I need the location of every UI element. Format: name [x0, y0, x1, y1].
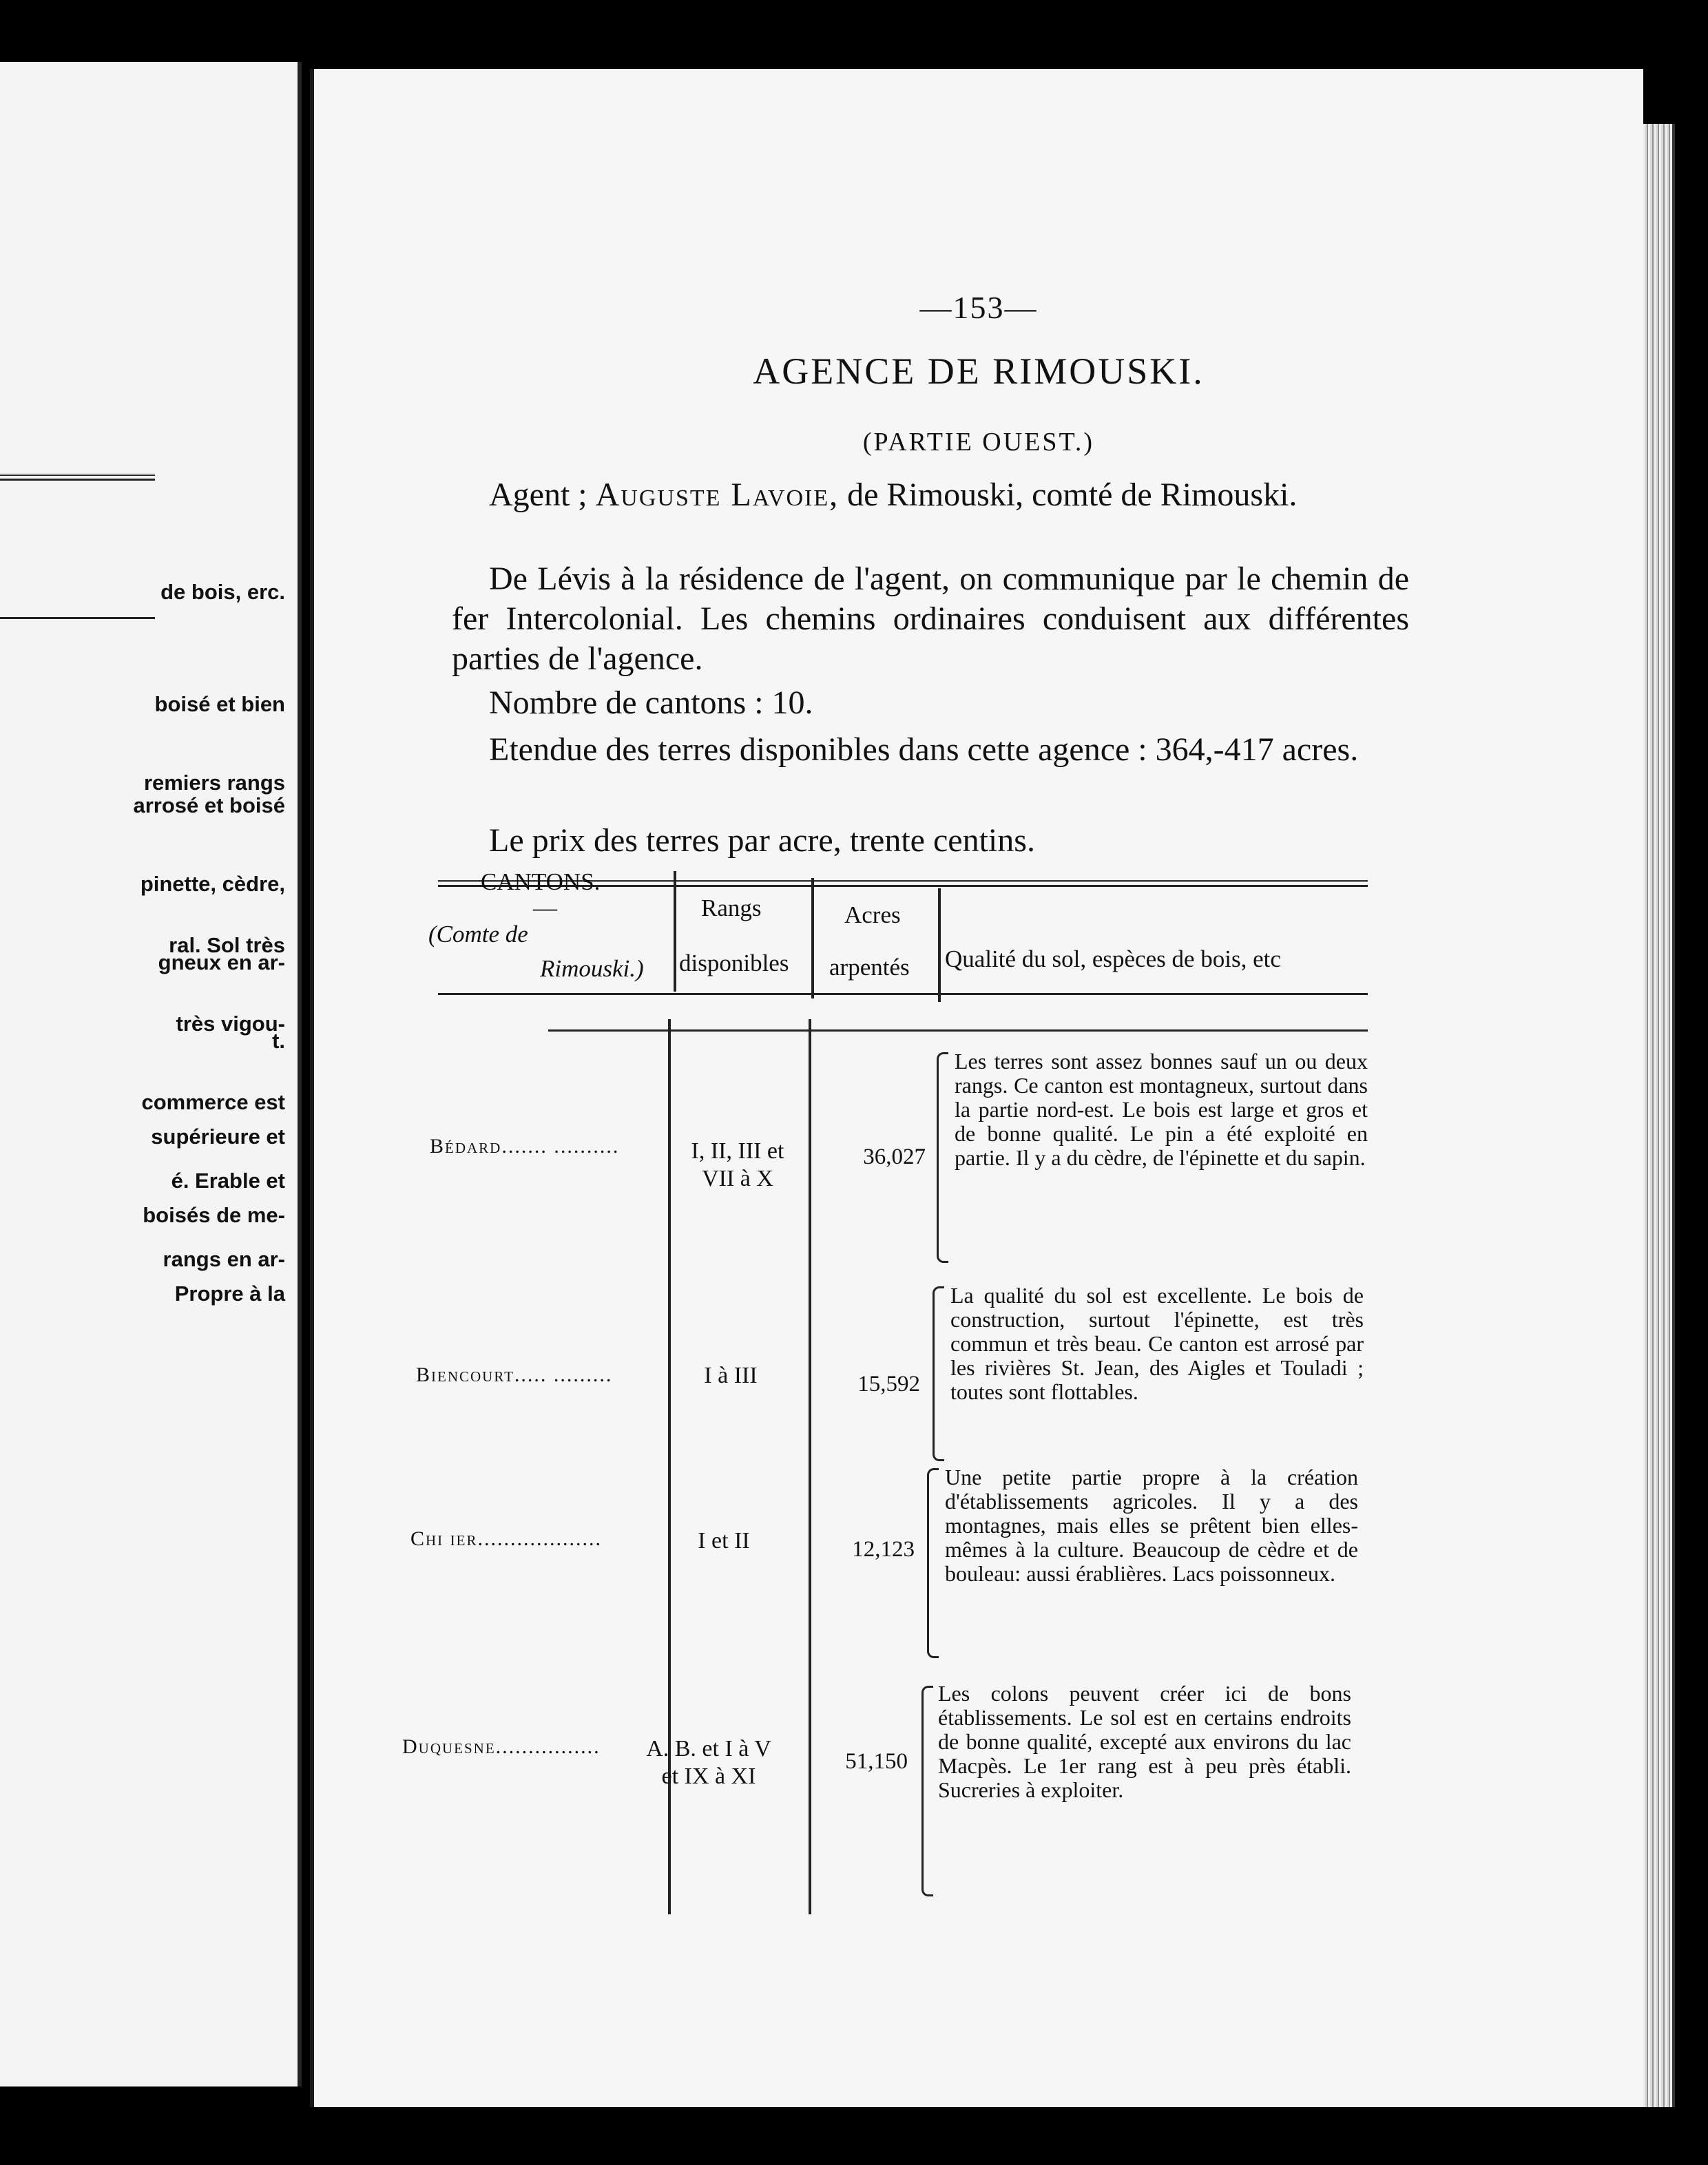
agent-paragraph	[452, 475, 1409, 515]
row-ranges-bedard: I, II, III et VII à X	[691, 1138, 784, 1191]
page-edges	[1639, 124, 1675, 2107]
left-line: de bois, erc.	[160, 580, 285, 604]
row-canton-chi-ier: Chi ier...................	[410, 1527, 602, 1550]
left-line: boisés de me-	[143, 1203, 285, 1227]
header-column-separator	[938, 888, 941, 1002]
header-cantons: CANTONS.	[481, 868, 601, 895]
row-acres-bedard: 36,027	[863, 1144, 926, 1169]
left-line: pinette, cèdre,	[140, 872, 285, 896]
previous-page-fragment	[0, 62, 302, 2086]
header-acres: Acres	[844, 901, 901, 928]
communication-paragraph	[452, 559, 1409, 679]
left-line: remiers rangs	[143, 771, 285, 795]
row-canton-duquesne: Duquesne................	[402, 1735, 601, 1758]
row-canton-biencourt: Biencourt..... .........	[416, 1363, 613, 1386]
brace-chi-ier	[927, 1468, 939, 1658]
row-ranges-chi-ier: I et II	[698, 1528, 750, 1554]
header-ranges: Rangs	[701, 895, 762, 921]
agent-location: de Rimouski, comté de Rimouski.	[847, 477, 1298, 513]
left-line: t.	[272, 1029, 285, 1053]
agent-label: Agent ;	[489, 477, 587, 513]
brace-bedard	[937, 1052, 948, 1263]
row-ranges-biencourt: I à III	[704, 1363, 758, 1388]
header-dash: —	[533, 895, 557, 921]
row-description-chi-ier: Une petite partie propre à la création d'établissements agricoles. Il y a des montagnes, mais elles se prêtent bien elles-mêmes à la culture. Beaucoup de cèdre et de bouleau: aussi érablières. Lacs poissonneux.	[945, 1465, 1358, 1586]
body-column-separator	[809, 1019, 811, 1914]
row-description-biencourt: La qualité du sol est excellente. Le bois de construction, surtout l'épinette, est très commun et très beau. Ce canton est arrosé par les rivières St. Jean, des Aigles et Touladi ; toutes sont flottables.	[950, 1283, 1364, 1404]
header-ranges-available: disponibles	[679, 950, 789, 976]
header-county-name: Rimouski.)	[540, 955, 644, 982]
left-line: rangs en ar-	[163, 1247, 285, 1271]
brace-biencourt	[933, 1286, 944, 1461]
left-line: arrosé et boisé	[133, 793, 285, 817]
row-ranges-duquesne: A. B. et I à V et IX à XI	[646, 1736, 771, 1789]
left-line: très vigou-	[176, 1012, 285, 1036]
cantons-count-text: Nombre de cantons : 10.	[489, 684, 813, 721]
row-acres-duquesne: 51,150	[845, 1749, 908, 1774]
header-column-separator	[811, 878, 814, 998]
header-soil-quality: Qualité du sol, espèces de bois, etc	[945, 945, 1281, 972]
book-page	[310, 69, 1643, 2107]
row-canton-bedard: Bédard....... ..........	[430, 1135, 620, 1158]
table-body-rule	[548, 1029, 1368, 1032]
left-text-group-5	[143, 1071, 285, 1359]
left-line: supérieure et	[151, 1125, 285, 1149]
left-double-rule	[0, 474, 155, 481]
communication-text: De Lévis à la résidence de l'agent, on communique par le chemin de fer Intercolonial. Les chemins ordinaires conduisent aux différentes parties de l'agence.	[452, 561, 1409, 677]
left-line: gneux en ar-	[158, 950, 285, 974]
price-text: Le prix des terres par acre, trente centins.	[489, 822, 1035, 859]
page-subtitle: (PARTIE OUEST.)	[862, 428, 1095, 457]
row-acres-chi-ier: 12,123	[852, 1537, 915, 1562]
left-rule	[0, 617, 155, 619]
agent-name: Auguste Lavoie,	[595, 477, 840, 513]
left-text-group-1	[160, 527, 285, 658]
row-description-bedard: Les terres sont assez bonnes sauf un ou deux rangs. Ce canton est montagneux, surtout dans la partie nord-est. Le bois est large et gros et de bonne qualité. Le pin a été exploité en partie. Il y a du cèdre, de l'épinette et du sapin.	[955, 1049, 1368, 1170]
brace-duquesne	[921, 1686, 933, 1896]
left-line: é. Erable et	[171, 1169, 285, 1193]
left-line: Propre à la	[174, 1282, 285, 1306]
left-line: commerce est	[141, 1090, 285, 1114]
header-county: (Comte de	[428, 921, 528, 948]
page-title: AGENCE DE RIMOUSKI.	[753, 351, 1205, 392]
row-description-duquesne: Les colons peuvent créer ici de bons établissements. Le sol est en certains endroits de bonne qualité, excepté aux environs du lac Macpès. Le 1er rang est à peu près établi. Sucreries à exploiter.	[938, 1681, 1351, 1802]
extent-text: Etendue des terres disponibles dans cette agence : 364,-417 acres.	[489, 731, 1359, 768]
price-paragraph	[452, 821, 1409, 861]
cantons-count-paragraph	[452, 683, 1409, 723]
header-acres-surveyed: arpentés	[829, 954, 910, 981]
table-header-rule	[438, 993, 1368, 995]
left-line: ral. Sol très	[169, 933, 285, 957]
extent-paragraph	[452, 730, 1409, 770]
header-column-separator	[674, 871, 676, 992]
row-acres-biencourt: 15,592	[857, 1372, 920, 1397]
page-number: —153—	[919, 290, 1038, 325]
left-line: boisé et bien	[154, 692, 285, 716]
